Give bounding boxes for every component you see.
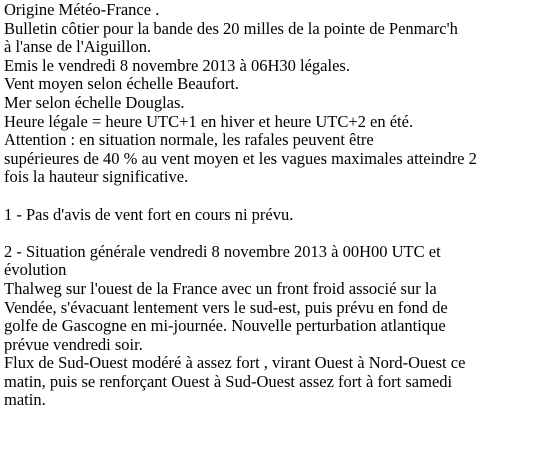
- paragraph-gap: [4, 224, 548, 243]
- section-2-body-line: matin, puis se renforçant Ouest à Sud-Ouest assez fort à fort samedi: [4, 371, 453, 391]
- warning-line-3: fois la hauteur significative.: [4, 167, 189, 187]
- paragraph-gap: [4, 187, 548, 206]
- wind-scale-line: Vent moyen selon échelle Beaufort.: [4, 74, 240, 94]
- section-2-heading-line-2: évolution: [4, 260, 67, 280]
- section-2: [4, 243, 548, 410]
- section-2-body-line: Flux de Sud-Ouest modéré à assez fort , virant Ouest à Nord-Ouest ce: [4, 353, 466, 373]
- warning-line-1: Attention : en situation normale, les rafales peuvent être: [4, 130, 374, 150]
- legal-time-line: Heure légale = heure UTC+1 en hiver et heure UTC+2 en été.: [4, 111, 414, 131]
- bulletin-header: [4, 1, 548, 187]
- section-1: [4, 206, 548, 225]
- section-2-body-line: matin.: [4, 390, 46, 410]
- section-2-body-line: Thalweg sur l'ouest de la France avec un front froid associé sur la: [4, 278, 437, 298]
- origin-line: Origine Météo-France .: [4, 0, 160, 19]
- section-2-body-line: golfe de Gascogne en mi-journée. Nouvelle perturbation atlantique: [4, 316, 446, 336]
- section-2-heading-line-1: 2 - Situation générale vendredi 8 novembre 2013 à 00H00 UTC et: [4, 241, 441, 261]
- section-2-body-line: prévue vendredi soir.: [4, 334, 143, 354]
- warning-line-2: supérieures de 40 % au vent moyen et les vagues maximales atteindre 2: [4, 148, 477, 168]
- sea-scale-line: Mer selon échelle Douglas.: [4, 92, 185, 112]
- section-1-text: 1 - Pas d'avis de vent fort en cours ni prévu.: [4, 204, 294, 224]
- title-line-2: à l'anse de l'Aiguillon.: [4, 37, 152, 57]
- section-2-body-line: Vendée, s'évacuant lentement vers le sud-est, puis prévu en fond de: [4, 297, 448, 317]
- issued-line: Emis le vendredi 8 novembre 2013 à 06H30 légales.: [4, 55, 350, 75]
- title-line-1: Bulletin côtier pour la bande des 20 milles de la pointe de Penmarc'h: [4, 18, 458, 38]
